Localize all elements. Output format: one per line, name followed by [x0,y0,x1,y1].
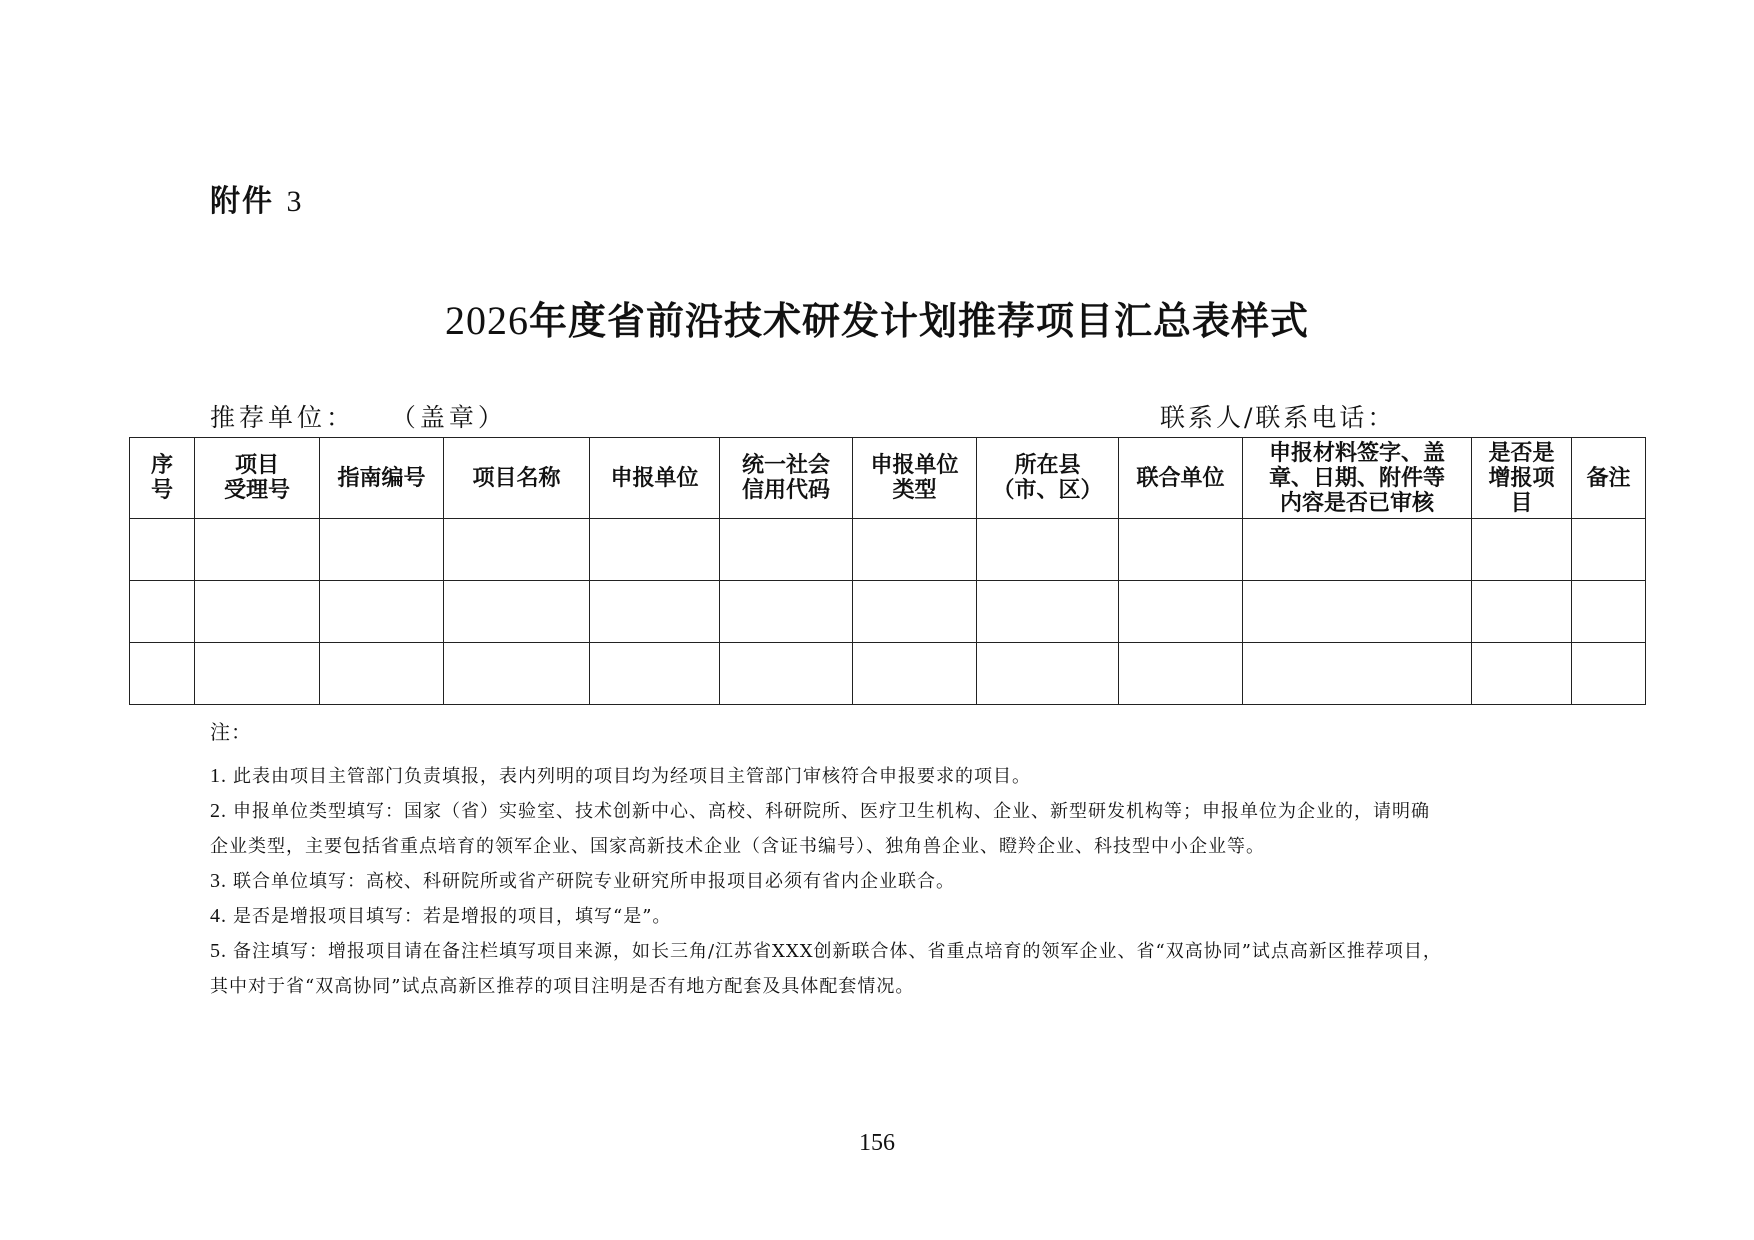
recommend-unit-line [210,398,507,434]
column-header [130,438,195,519]
table-header-row [130,438,1646,519]
table-cell[interactable] [1119,643,1243,705]
seal-note: （盖章） [390,403,507,432]
column-header [195,438,320,519]
table-cell[interactable] [720,643,853,705]
column-header-line: 序 [150,453,173,478]
column-header-line: 章、日期、附件等 [1268,465,1445,491]
column-header-line: 所在县 [1014,453,1081,478]
table-cell[interactable] [590,643,720,705]
recommend-unit-label: 推荐单位： [210,403,356,432]
column-header-line: 类型 [892,478,937,503]
column-header [320,438,444,519]
table-cell[interactable] [130,581,195,643]
table-cell[interactable] [853,519,977,581]
table-cell[interactable] [444,643,590,705]
note-item [210,864,1442,899]
column-header-line: 增报项 [1488,465,1555,491]
table-cell[interactable] [977,643,1119,705]
column-header [720,438,853,519]
notes-label: 注： [210,720,252,744]
contact-label: 联系人/联系电话： [1160,403,1396,432]
table-cell[interactable] [1243,581,1472,643]
attachment-number: 3 [286,185,304,218]
table-cell[interactable] [130,643,195,705]
table-cell[interactable] [1243,643,1472,705]
column-header [977,438,1119,519]
column-header-line: 联合单位 [1136,465,1225,491]
table-cell[interactable] [1572,581,1646,643]
table-cell[interactable] [1243,519,1472,581]
table-cell[interactable] [320,643,444,705]
table-cell[interactable] [1472,581,1572,643]
column-header-line: 号 [150,478,173,503]
column-header-line: 目 [1510,490,1533,516]
note-item [210,934,1442,969]
table-cell[interactable] [130,519,195,581]
title-year: 2026 [444,298,529,343]
note-item [210,899,1442,934]
table-row [130,519,1646,581]
column-header [1472,438,1572,519]
note-continuation: 企业类型，主要包括省重点培育的领军企业、国家高新技术企业（含证书编号）、独角兽企业、瞪羚企业、科技型中小企业等。 [210,836,1265,857]
column-header-line: 申报材料签字、盖 [1268,440,1445,466]
notes-section [210,716,1442,1004]
column-header [590,438,720,519]
column-header-line: 项目 [234,453,279,478]
table-cell[interactable] [1119,581,1243,643]
note-text: 备注填写：增报项目请在备注栏填写项目来源，如长三角/江苏省XXX创新联合体、省重点培育的领军企业、省“双高协同”试点高新区推荐项目， [233,941,1442,962]
notes-list [210,759,1442,1004]
table-row [130,581,1646,643]
title-text: 年度省前沿技术研发计划推荐项目汇总表样式 [528,299,1309,343]
attachment-label [210,176,303,220]
column-header [444,438,590,519]
document-title [0,290,1754,345]
note-index: 2. [210,800,227,822]
note-text: 申报单位类型填写：国家（省）实验室、技术创新中心、高校、科研院所、医疗卫生机构、企业、新型研发机构等；申报单位为企业的，请明确 [233,801,1430,822]
note-item [210,794,1442,829]
column-header-line: 申报单位 [870,453,959,478]
column-header-line: 内容是否已审核 [1279,490,1434,516]
table-row [130,643,1646,705]
note-item [210,759,1442,794]
table-cell[interactable] [720,581,853,643]
note-text: 联合单位填写：高校、科研院所或省产研院专业研究所申报项目必须有省内企业联合。 [233,871,955,892]
column-header-line: 项目名称 [472,465,561,491]
table-cell[interactable] [853,581,977,643]
note-index: 3. [210,870,227,892]
note-continuation: 其中对于省“双高协同”试点高新区推荐的项目注明是否有地方配套及具体配套情况。 [210,976,915,997]
table-cell[interactable] [320,519,444,581]
table-cell[interactable] [1472,519,1572,581]
table-cell[interactable] [195,643,320,705]
table-cell[interactable] [195,581,320,643]
table-cell[interactable] [320,581,444,643]
note-text: 此表由项目主管部门负责填报，表内列明的项目均为经项目主管部门审核符合申报要求的项目。 [233,766,1031,787]
table-cell[interactable] [444,519,590,581]
column-header [1243,438,1472,519]
table-cell[interactable] [720,519,853,581]
column-header-line: 统一社会 [741,453,830,478]
table-cell[interactable] [444,581,590,643]
table-cell[interactable] [1119,519,1243,581]
table-cell[interactable] [195,519,320,581]
table-cell[interactable] [1572,519,1646,581]
column-header-line: （市、区） [992,478,1103,503]
table-body [130,519,1646,705]
note-index: 5. [210,940,227,962]
column-header-line: 受理号 [223,478,290,503]
note-index: 4. [210,905,227,927]
table-cell[interactable] [590,581,720,643]
table-cell[interactable] [853,643,977,705]
column-header-line: 是否是 [1488,440,1555,466]
column-header [1119,438,1243,519]
table-cell[interactable] [1572,643,1646,705]
table-cell[interactable] [977,581,1119,643]
attachment-label-text: 附件 [210,184,274,219]
column-header-line: 申报单位 [610,465,699,491]
note-index: 1. [210,765,227,787]
table-cell[interactable] [977,519,1119,581]
note-text: 是否是增报项目填写：若是增报的项目，填写“是”。 [233,906,672,927]
column-header [1572,438,1646,519]
table-cell[interactable] [1472,643,1572,705]
column-header-line: 备注 [1586,465,1631,491]
column-header [853,438,977,519]
page-number: 156 [859,1130,895,1156]
column-header-line: 指南编号 [337,465,426,491]
table-cell[interactable] [590,519,720,581]
column-header-line: 信用代码 [741,478,830,503]
summary-table [129,437,1646,705]
